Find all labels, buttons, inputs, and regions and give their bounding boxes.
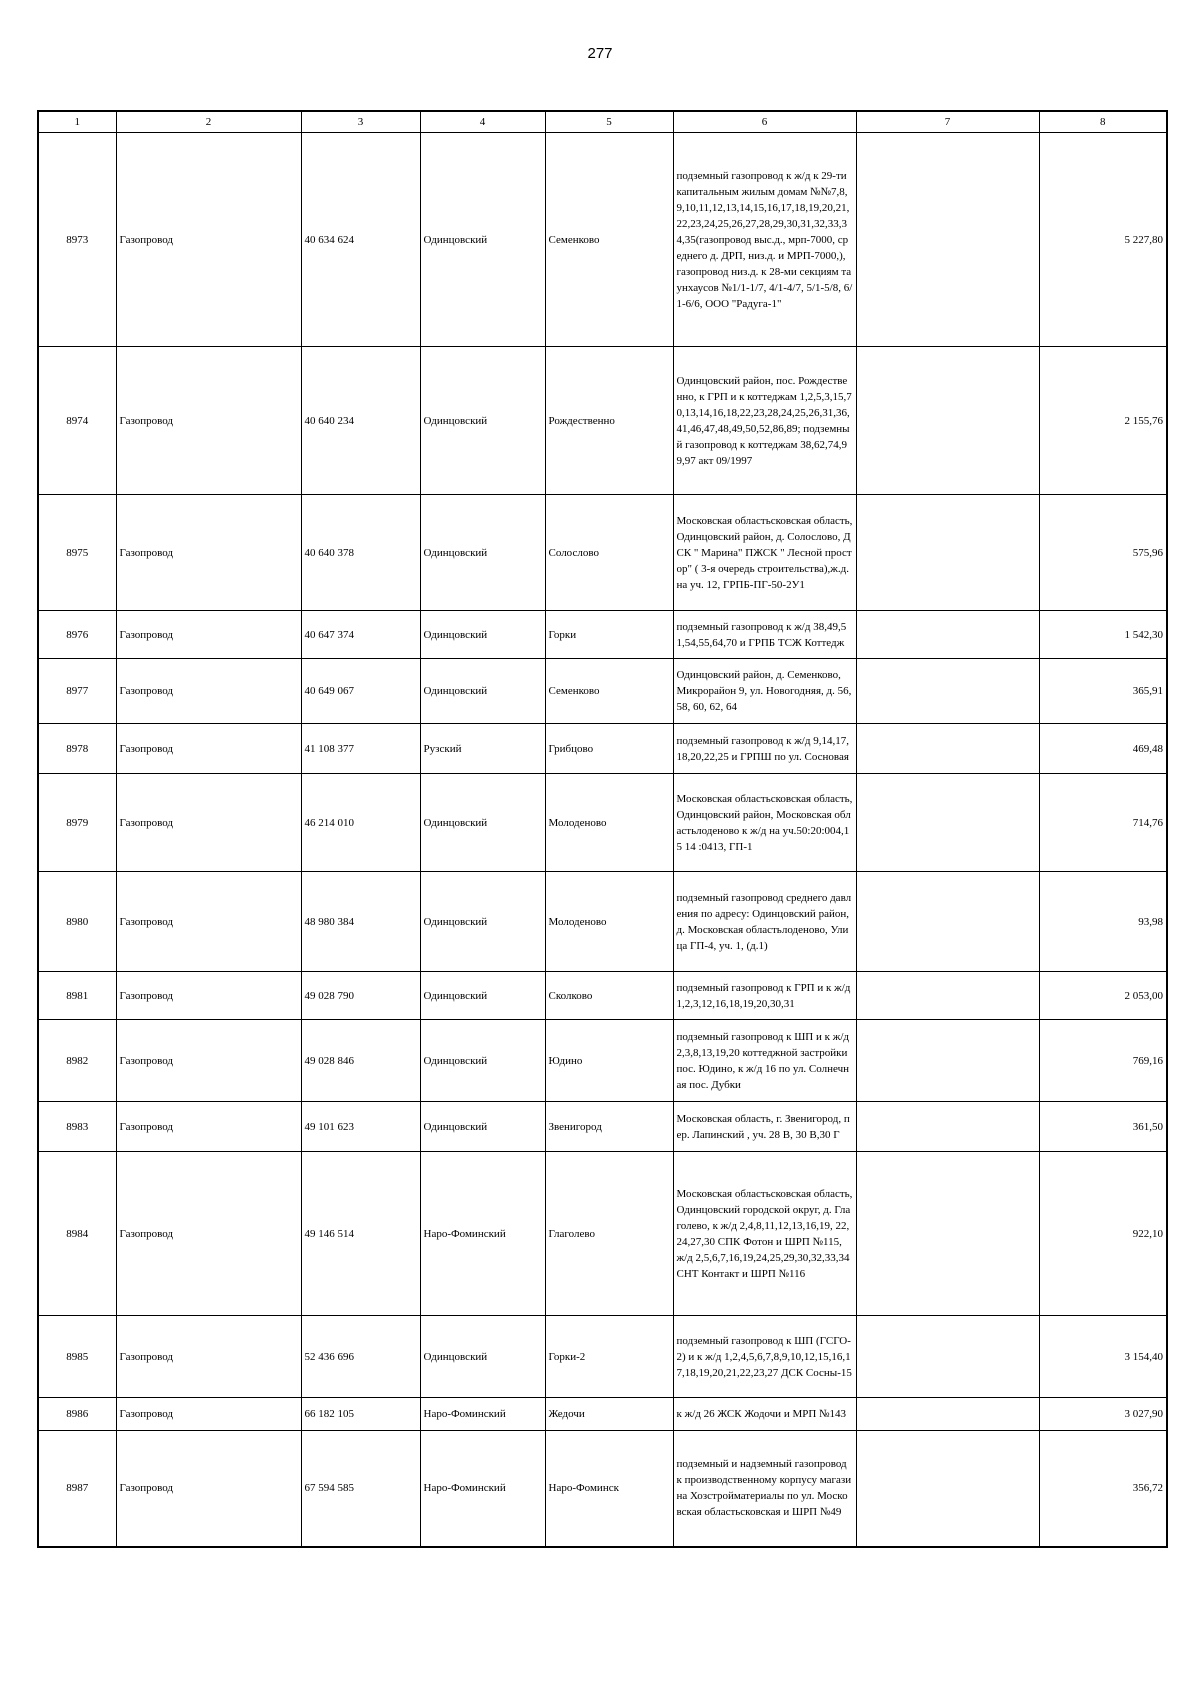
locality: Горки-2 [545, 1316, 673, 1398]
table-row [38, 133, 1167, 347]
district: Одинцовский [420, 872, 545, 972]
description: Одинцовский район, д. Семенково, Микрорайон 9, ул. Новогодняя, д. 56, 58, 60, 62, 64 [673, 659, 856, 724]
value: 365,91 [1039, 659, 1167, 724]
object-type: Газопровод [116, 1316, 301, 1398]
column-header: 8 [1039, 111, 1167, 133]
district: Рузский [420, 724, 545, 774]
column-7-cell [856, 347, 1039, 495]
object-code: 67 594 585 [301, 1431, 420, 1547]
description: Московская областьсковская область, Одинцовский городской округ, д. Глаголево, к ж/д 2,4,8,11,12,13,16,19, 22,24,27,30 СПК Фотон и ШРП №115, ж/д 2,5,6,7,16,19,24,25,29,30,32,33,34 СНТ Контакт и ШРП №116 [673, 1152, 856, 1316]
column-header: 3 [301, 111, 420, 133]
value: 575,96 [1039, 495, 1167, 611]
locality: Молоденово [545, 774, 673, 872]
object-type: Газопровод [116, 611, 301, 659]
district: Наро-Фоминский [420, 1152, 545, 1316]
row-number: 8979 [38, 774, 116, 872]
description: подземный газопровод к ШП (ГСГО-2) и к ж/д 1,2,4,5,6,7,8,9,10,12,15,16,17,18,19,20,21,22,23,27 ДСК Сосны-15 [673, 1316, 856, 1398]
locality: Рождественно [545, 347, 673, 495]
table-body [38, 133, 1167, 1547]
object-type: Газопровод [116, 133, 301, 347]
description: Московская областьсковская область, Одинцовский район, Московская областьлоденово к ж/д на уч.50:20:004,15 14 :0413, ГП-1 [673, 774, 856, 872]
table-row [38, 972, 1167, 1020]
value: 469,48 [1039, 724, 1167, 774]
object-code: 40 640 378 [301, 495, 420, 611]
object-code: 52 436 696 [301, 1316, 420, 1398]
column-7-cell [856, 1102, 1039, 1152]
row-number: 8983 [38, 1102, 116, 1152]
locality: Солослово [545, 495, 673, 611]
table-row [38, 347, 1167, 495]
value: 2 155,76 [1039, 347, 1167, 495]
district: Одинцовский [420, 133, 545, 347]
table-row [38, 872, 1167, 972]
row-number: 8986 [38, 1398, 116, 1431]
object-type: Газопровод [116, 1020, 301, 1102]
description: Одинцовский район, пос. Рождественно, к ГРП и к коттеджам 1,2,5,3,15,70,13,14,16,18,22,23,28,24,25,26,31,36,41,46,47,48,49,50,52,86,89; подземный газопровод к коттеджам 38,62,74,99,97 акт 09/1997 [673, 347, 856, 495]
value: 93,98 [1039, 872, 1167, 972]
description: подземный и надземный газопровод к производственному корпусу магазина Хозстройматериалы по ул. Московская областьсковская и ШРП №49 [673, 1431, 856, 1547]
row-number: 8984 [38, 1152, 116, 1316]
object-code: 40 649 067 [301, 659, 420, 724]
locality: Сколково [545, 972, 673, 1020]
column-7-cell [856, 611, 1039, 659]
table-row [38, 1020, 1167, 1102]
value: 922,10 [1039, 1152, 1167, 1316]
district: Наро-Фоминский [420, 1398, 545, 1431]
object-code: 49 146 514 [301, 1152, 420, 1316]
description: подземный газопровод к ж/д 9,14,17,18,20,22,25 и ГРПШ по ул. Сосновая [673, 724, 856, 774]
value: 3 027,90 [1039, 1398, 1167, 1431]
table-row [38, 774, 1167, 872]
row-number: 8987 [38, 1431, 116, 1547]
district: Наро-Фоминский [420, 1431, 545, 1547]
value: 5 227,80 [1039, 133, 1167, 347]
row-number: 8980 [38, 872, 116, 972]
value: 2 053,00 [1039, 972, 1167, 1020]
page-number: 277 [587, 45, 613, 62]
object-type: Газопровод [116, 347, 301, 495]
value: 356,72 [1039, 1431, 1167, 1547]
table-row [38, 659, 1167, 724]
description: подземный газопровод к ШП и к ж/д 2,3,8,13,19,20 коттеджной застройки пос. Юдино, к ж/д 16 по ул. Солнечная пос. Дубки [673, 1020, 856, 1102]
column-7-cell [856, 1316, 1039, 1398]
table-row [38, 1398, 1167, 1431]
column-7-cell [856, 1152, 1039, 1316]
object-code: 40 634 624 [301, 133, 420, 347]
object-code: 49 101 623 [301, 1102, 420, 1152]
table-row [38, 1316, 1167, 1398]
object-code: 49 028 790 [301, 972, 420, 1020]
column-7-cell [856, 872, 1039, 972]
object-type: Газопровод [116, 659, 301, 724]
column-7-cell [856, 774, 1039, 872]
object-type: Газопровод [116, 1431, 301, 1547]
header-row [38, 111, 1167, 133]
description: подземный газопровод к ж/д к 29-ти капитальным жилым домам №№7,8,9,10,11,12,13,14,15,16,17,18,19,20,21,22,23,24,25,26,27,28,29,30,31,32,33,34,35(газопровод выс.д., мрп-7000, среднего д. ДРП, низ.д. и МРП-7000,), газопровод низ.д. к 28-ми секциям таунхаусов №1/1-1/7, 4/1-4/7, 5/1-5/8, 6/1-6/6, ООО "Радуга-1" [673, 133, 856, 347]
row-number: 8973 [38, 133, 116, 347]
column-7-cell [856, 133, 1039, 347]
table-row [38, 1152, 1167, 1316]
locality: Наро-Фоминск [545, 1431, 673, 1547]
description: Московская область, г. Звенигород, пер. Лапинский , уч. 28 В, 30 В,30 Г [673, 1102, 856, 1152]
district: Одинцовский [420, 347, 545, 495]
object-type: Газопровод [116, 1398, 301, 1431]
row-number: 8975 [38, 495, 116, 611]
column-header: 6 [673, 111, 856, 133]
locality: Семенково [545, 659, 673, 724]
column-7-cell [856, 1020, 1039, 1102]
column-header: 2 [116, 111, 301, 133]
object-code: 49 028 846 [301, 1020, 420, 1102]
locality: Грибцово [545, 724, 673, 774]
object-type: Газопровод [116, 724, 301, 774]
description: подземный газопровод к ГРП и к ж/д 1,2,3,12,16,18,19,20,30,31 [673, 972, 856, 1020]
district: Одинцовский [420, 1316, 545, 1398]
object-type: Газопровод [116, 872, 301, 972]
column-header: 5 [545, 111, 673, 133]
object-type: Газопровод [116, 495, 301, 611]
column-7-cell [856, 724, 1039, 774]
object-type: Газопровод [116, 774, 301, 872]
table-row [38, 611, 1167, 659]
locality: Жедочи [545, 1398, 673, 1431]
column-header: 4 [420, 111, 545, 133]
object-code: 40 640 234 [301, 347, 420, 495]
locality: Семенково [545, 133, 673, 347]
object-type: Газопровод [116, 1152, 301, 1316]
district: Одинцовский [420, 611, 545, 659]
value: 769,16 [1039, 1020, 1167, 1102]
column-7-cell [856, 659, 1039, 724]
locality: Звенигород [545, 1102, 673, 1152]
row-number: 8977 [38, 659, 116, 724]
object-code: 46 214 010 [301, 774, 420, 872]
locality: Горки [545, 611, 673, 659]
value: 361,50 [1039, 1102, 1167, 1152]
table-row [38, 495, 1167, 611]
value: 1 542,30 [1039, 611, 1167, 659]
column-header: 1 [38, 111, 116, 133]
district: Одинцовский [420, 659, 545, 724]
column-7-cell [856, 972, 1039, 1020]
table-row [38, 1431, 1167, 1547]
row-number: 8974 [38, 347, 116, 495]
district: Одинцовский [420, 972, 545, 1020]
value: 714,76 [1039, 774, 1167, 872]
object-code: 40 647 374 [301, 611, 420, 659]
column-7-cell [856, 495, 1039, 611]
locality: Молоденово [545, 872, 673, 972]
object-type: Газопровод [116, 972, 301, 1020]
row-number: 8981 [38, 972, 116, 1020]
object-code: 41 108 377 [301, 724, 420, 774]
district: Одинцовский [420, 1020, 545, 1102]
row-number: 8985 [38, 1316, 116, 1398]
description: подземный газопровод к ж/д 38,49,51,54,55,64,70 и ГРПБ ТСЖ Коттедж [673, 611, 856, 659]
district: Одинцовский [420, 495, 545, 611]
row-number: 8982 [38, 1020, 116, 1102]
column-7-cell [856, 1431, 1039, 1547]
row-number: 8978 [38, 724, 116, 774]
locality: Глаголево [545, 1152, 673, 1316]
table-row [38, 724, 1167, 774]
object-type: Газопровод [116, 1102, 301, 1152]
district: Одинцовский [420, 1102, 545, 1152]
registry-table [37, 110, 1168, 1548]
column-7-cell [856, 1398, 1039, 1431]
table-row [38, 1102, 1167, 1152]
row-number: 8976 [38, 611, 116, 659]
column-header: 7 [856, 111, 1039, 133]
table-header [38, 111, 1167, 133]
description: подземный газопровод среднего давления по адресу: Одинцовский район, д. Московская областьлоденово, Улица ГП-4, уч. 1, (д.1) [673, 872, 856, 972]
locality: Юдино [545, 1020, 673, 1102]
object-code: 48 980 384 [301, 872, 420, 972]
description: Московская областьсковская область, Одинцовский район, д. Солослово, ДСК " Марина" ПЖСК " Лесной простор" ( 3-я очередь строительства),ж.д. на уч. 12, ГРПБ-ПГ-50-2У1 [673, 495, 856, 611]
value: 3 154,40 [1039, 1316, 1167, 1398]
district: Одинцовский [420, 774, 545, 872]
description: к ж/д 26 ЖСК Жодочи и МРП №143 [673, 1398, 856, 1431]
object-code: 66 182 105 [301, 1398, 420, 1431]
